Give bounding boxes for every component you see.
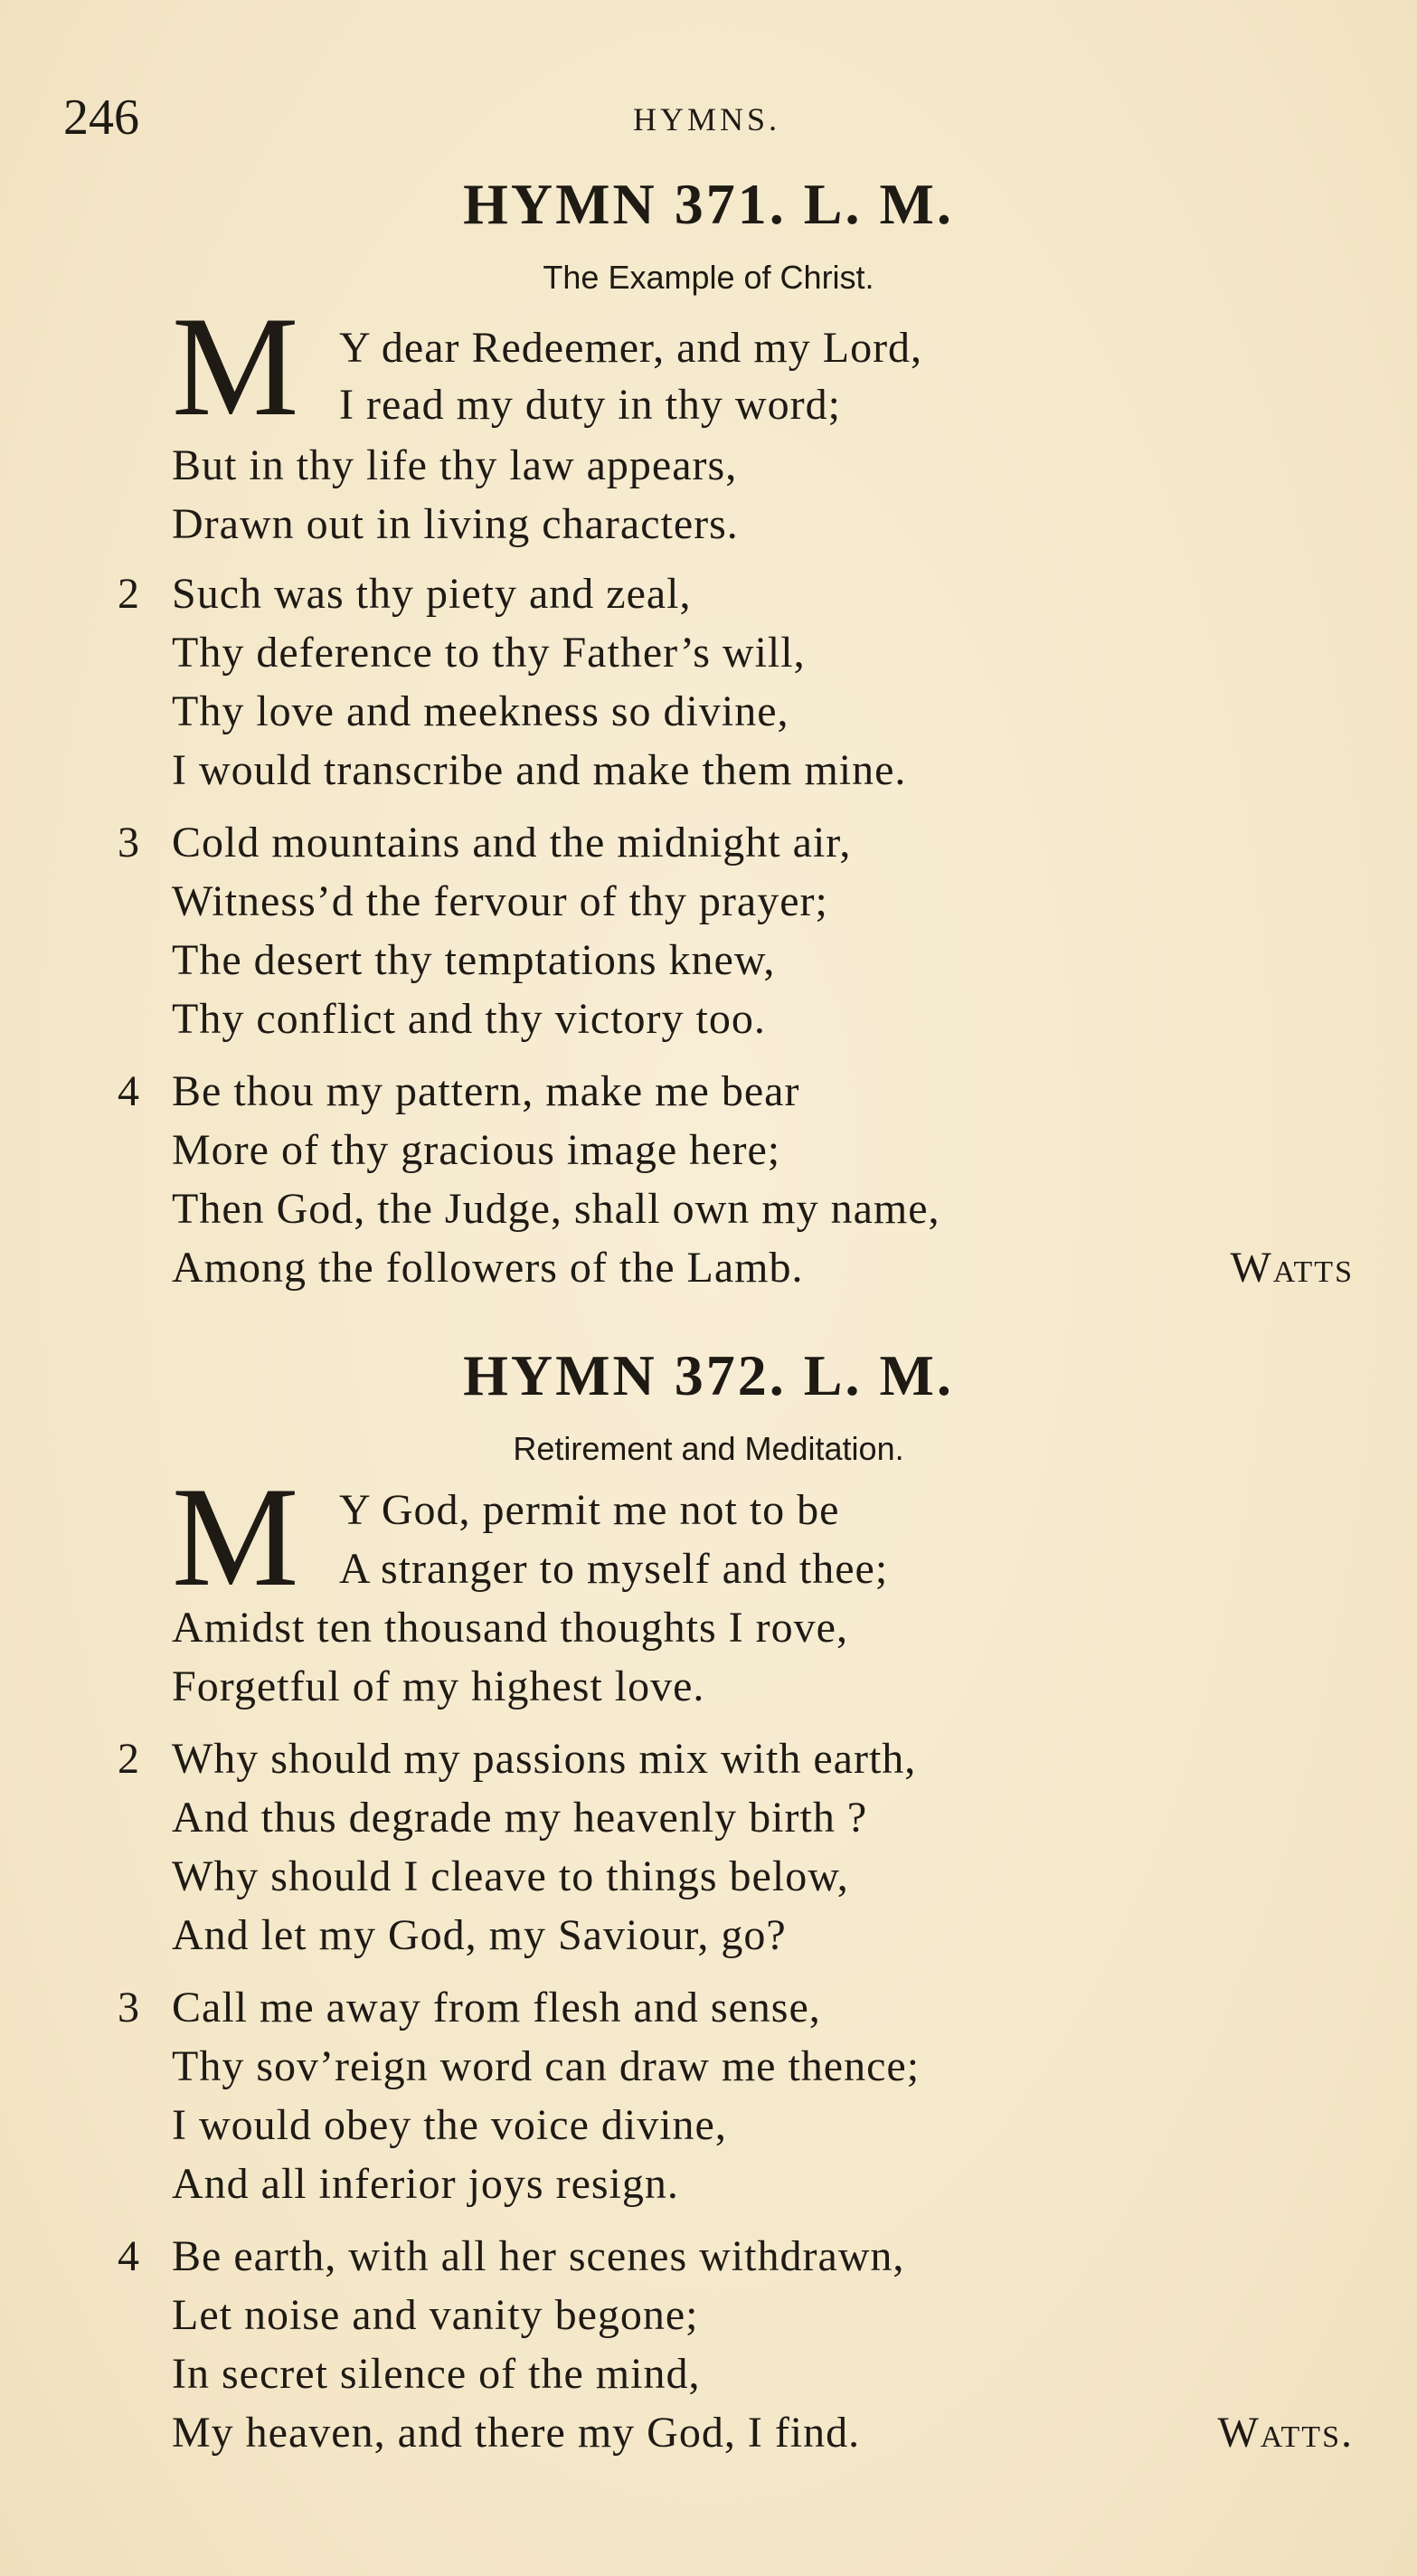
verse-line: And all inferior joys resign.	[172, 2160, 679, 2208]
verse-line: Let noise and vanity begone;	[172, 2291, 699, 2339]
verse-line: And thus degrade my heavenly birth ?	[172, 1794, 868, 1842]
stanza-number: 2	[118, 1735, 139, 1783]
verse-line: Be earth, with all her scenes withdrawn,	[172, 2232, 905, 2280]
verse-line: Forgetful of my highest love.	[172, 1662, 705, 1710]
verse-line: Thy sov’reign word can draw me thence;	[172, 2042, 921, 2090]
verse-line: Among the followers of the Lamb.	[172, 1244, 804, 1292]
verse-line: Amidst ten thousand thoughts I rove,	[172, 1604, 848, 1652]
verse-line: Y dear Redeemer, and my Lord,	[339, 324, 923, 372]
verse-line: I would obey the voice divine,	[172, 2101, 727, 2149]
stanza-number: 2	[118, 570, 139, 618]
verse-line: Y God, permit me not to be	[339, 1486, 840, 1534]
verse-line: My heaven, and there my God, I find.	[172, 2409, 861, 2457]
verse-line: I read my duty in thy word;	[339, 381, 841, 429]
running-title: HYMNS.	[633, 101, 781, 137]
verse-line: Call me away from flesh and sense,	[172, 1984, 821, 2031]
hymn-subtitle: The Example of Christ.	[543, 259, 874, 296]
drop-cap: M	[172, 304, 299, 431]
author-attribution: Watts.	[1217, 2409, 1354, 2457]
verse-line: But in thy life thy law appears,	[172, 441, 738, 489]
verse-line: More of thy gracious image here;	[172, 1126, 781, 1174]
verse-line: In secret silence of the mind,	[172, 2350, 701, 2398]
hymn-subtitle: Retirement and Meditation.	[513, 1430, 904, 1467]
verse-line: Be thou my pattern, make me bear	[172, 1067, 800, 1115]
verse-line: And let my God, my Saviour, go?	[172, 1911, 787, 1959]
author-attribution: Watts	[1230, 1244, 1354, 1292]
page-number: 246	[63, 90, 139, 146]
verse-line: Thy conflict and thy victory too.	[172, 995, 766, 1043]
verse-line: I would transcribe and make them mine.	[172, 746, 907, 794]
hymn-title: HYMN 372. L. M.	[463, 1343, 954, 1407]
verse-line: A stranger to myself and thee;	[339, 1545, 889, 1593]
verse-line: Why should I cleave to things below,	[172, 1852, 849, 1900]
stanza-number: 3	[118, 819, 139, 867]
verse-line: Witness’d the fervour of thy prayer;	[172, 877, 828, 925]
hymn-title: HYMN 371. L. M.	[463, 172, 954, 236]
stanza-number: 4	[118, 2232, 139, 2280]
stanza-number: 3	[118, 1984, 139, 2031]
verse-line: Thy love and meekness so divine,	[172, 687, 789, 735]
verse-line: Cold mountains and the midnight air,	[172, 819, 852, 867]
verse-line: Thy deference to thy Father’s will,	[172, 629, 806, 677]
running-head	[63, 90, 1347, 145]
verse-line: Such was thy piety and zeal,	[172, 570, 692, 618]
verse-line: Then God, the Judge, shall own my name,	[172, 1185, 940, 1233]
drop-cap: M	[172, 1474, 299, 1601]
verse-line: The desert thy temptations knew,	[172, 936, 776, 984]
verse-line: Drawn out in living characters.	[172, 500, 739, 548]
verse-line: Why should my passions mix with earth,	[172, 1735, 917, 1783]
stanza-number: 4	[118, 1067, 139, 1115]
